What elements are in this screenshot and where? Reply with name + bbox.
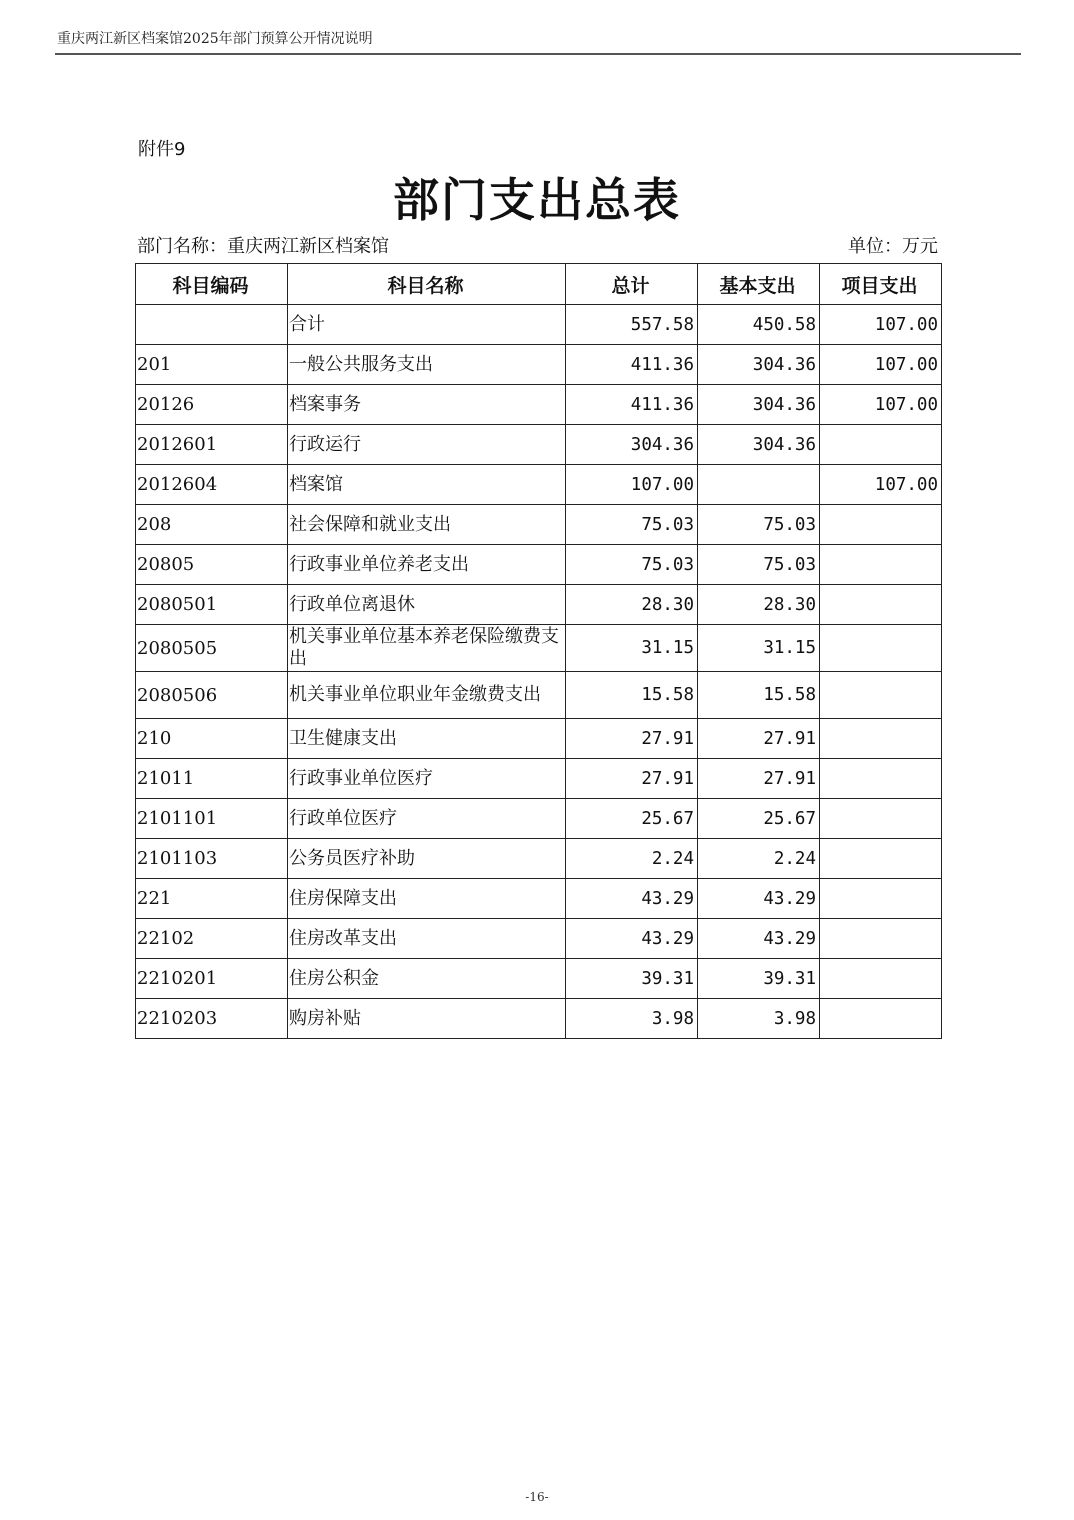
cell-name: 住房改革支出 <box>288 919 566 959</box>
running-header: 重庆两江新区档案馆2025年部门预算公开情况说明 <box>57 31 373 47</box>
cell-code: 20805 <box>136 545 288 585</box>
cell-total: 43.29 <box>566 879 698 919</box>
cell-basic: 304.36 <box>698 425 820 465</box>
cell-project <box>820 625 942 672</box>
cell-code: 2101101 <box>136 799 288 839</box>
header-divider <box>55 53 1021 55</box>
table-row <box>136 719 942 759</box>
cell-total: 27.91 <box>566 719 698 759</box>
cell-name: 合计 <box>288 305 566 345</box>
cell-code: 2101103 <box>136 839 288 879</box>
cell-project <box>820 999 942 1039</box>
cell-total: 557.58 <box>566 305 698 345</box>
cell-basic: 43.29 <box>698 879 820 919</box>
table-row <box>136 425 942 465</box>
table-row <box>136 545 942 585</box>
table-row <box>136 839 942 879</box>
table-row <box>136 625 942 672</box>
cell-project <box>820 425 942 465</box>
cell-code: 201 <box>136 345 288 385</box>
cell-project <box>820 919 942 959</box>
cell-total: 15.58 <box>566 672 698 719</box>
cell-name: 卫生健康支出 <box>288 719 566 759</box>
table-row <box>136 919 942 959</box>
cell-code: 22102 <box>136 919 288 959</box>
department-label: 部门名称：重庆两江新区档案馆 <box>137 236 389 257</box>
cell-basic: 450.58 <box>698 305 820 345</box>
cell-basic <box>698 465 820 505</box>
cell-basic: 27.91 <box>698 759 820 799</box>
cell-name: 行政事业单位医疗 <box>288 759 566 799</box>
cell-code: 2012601 <box>136 425 288 465</box>
cell-name: 机关事业单位职业年金缴费支出 <box>288 672 566 719</box>
cell-name: 住房保障支出 <box>288 879 566 919</box>
cell-name: 机关事业单位基本养老保险缴费支出 <box>288 625 566 672</box>
table-header-row <box>136 264 942 305</box>
table-row <box>136 345 942 385</box>
table-row <box>136 879 942 919</box>
cell-name: 公务员医疗补助 <box>288 839 566 879</box>
page-title: 部门支出总表 <box>393 173 681 227</box>
cell-basic: 3.98 <box>698 999 820 1039</box>
cell-total: 107.00 <box>566 465 698 505</box>
cell-basic: 304.36 <box>698 385 820 425</box>
cell-code: 2080506 <box>136 672 288 719</box>
cell-project: 107.00 <box>820 305 942 345</box>
cell-code: 2210201 <box>136 959 288 999</box>
cell-total: 28.30 <box>566 585 698 625</box>
cell-name: 一般公共服务支出 <box>288 345 566 385</box>
attachment-label: 附件9 <box>138 139 186 160</box>
column-header-basic: 基本支出 <box>698 264 820 305</box>
cell-code: 2080505 <box>136 625 288 672</box>
cell-project <box>820 672 942 719</box>
cell-basic: 75.03 <box>698 505 820 545</box>
cell-total: 25.67 <box>566 799 698 839</box>
cell-project: 107.00 <box>820 385 942 425</box>
column-header-name: 科目名称 <box>288 264 566 305</box>
page-number: -16- <box>525 1490 549 1504</box>
cell-basic: 2.24 <box>698 839 820 879</box>
column-header-project: 项目支出 <box>820 264 942 305</box>
column-header-total: 总计 <box>566 264 698 305</box>
cell-total: 3.98 <box>566 999 698 1039</box>
cell-name: 行政单位医疗 <box>288 799 566 839</box>
cell-total: 39.31 <box>566 959 698 999</box>
table-row <box>136 505 942 545</box>
cell-code <box>136 305 288 345</box>
cell-project <box>820 839 942 879</box>
cell-total: 43.29 <box>566 919 698 959</box>
cell-project <box>820 505 942 545</box>
cell-basic: 15.58 <box>698 672 820 719</box>
table-row <box>136 999 942 1039</box>
table-row <box>136 672 942 719</box>
cell-code: 2080501 <box>136 585 288 625</box>
table-row <box>136 465 942 505</box>
cell-project <box>820 799 942 839</box>
cell-name: 档案馆 <box>288 465 566 505</box>
cell-name: 行政事业单位养老支出 <box>288 545 566 585</box>
cell-project <box>820 879 942 919</box>
unit-label: 单位：万元 <box>848 236 938 257</box>
table-row <box>136 759 942 799</box>
department-info-row <box>137 232 938 258</box>
cell-project <box>820 719 942 759</box>
table-row <box>136 385 942 425</box>
cell-project: 107.00 <box>820 465 942 505</box>
cell-total: 2.24 <box>566 839 698 879</box>
table-body <box>136 305 942 1039</box>
cell-total: 411.36 <box>566 385 698 425</box>
cell-total: 75.03 <box>566 545 698 585</box>
expenditure-table <box>135 263 942 1039</box>
cell-total: 31.15 <box>566 625 698 672</box>
cell-total: 27.91 <box>566 759 698 799</box>
cell-name: 住房公积金 <box>288 959 566 999</box>
table-row <box>136 959 942 999</box>
cell-name: 行政运行 <box>288 425 566 465</box>
cell-name: 行政单位离退休 <box>288 585 566 625</box>
cell-project <box>820 545 942 585</box>
cell-basic: 75.03 <box>698 545 820 585</box>
cell-basic: 304.36 <box>698 345 820 385</box>
cell-code: 20126 <box>136 385 288 425</box>
cell-basic: 27.91 <box>698 719 820 759</box>
cell-total: 75.03 <box>566 505 698 545</box>
cell-basic: 43.29 <box>698 919 820 959</box>
cell-name: 购房补贴 <box>288 999 566 1039</box>
table-row <box>136 305 942 345</box>
cell-code: 2012604 <box>136 465 288 505</box>
cell-code: 221 <box>136 879 288 919</box>
cell-project: 107.00 <box>820 345 942 385</box>
table-row <box>136 799 942 839</box>
cell-code: 21011 <box>136 759 288 799</box>
cell-total: 304.36 <box>566 425 698 465</box>
cell-code: 210 <box>136 719 288 759</box>
cell-basic: 39.31 <box>698 959 820 999</box>
cell-basic: 31.15 <box>698 625 820 672</box>
column-header-code: 科目编码 <box>136 264 288 305</box>
cell-total: 411.36 <box>566 345 698 385</box>
cell-code: 2210203 <box>136 999 288 1039</box>
cell-name: 档案事务 <box>288 385 566 425</box>
cell-basic: 25.67 <box>698 799 820 839</box>
cell-project <box>820 585 942 625</box>
table-row <box>136 585 942 625</box>
cell-project <box>820 759 942 799</box>
cell-project <box>820 959 942 999</box>
cell-basic: 28.30 <box>698 585 820 625</box>
cell-name: 社会保障和就业支出 <box>288 505 566 545</box>
cell-code: 208 <box>136 505 288 545</box>
